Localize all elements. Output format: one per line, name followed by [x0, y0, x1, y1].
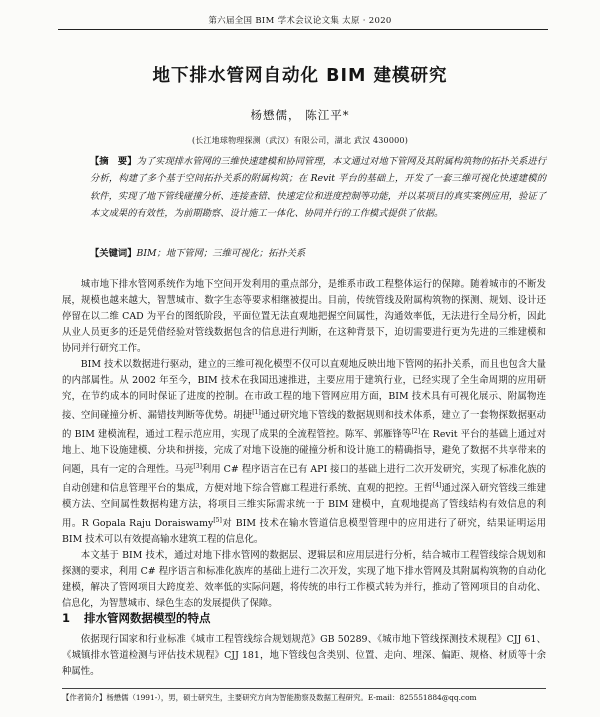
related-work-part-3: 在 Revit 平台的基础上通过对地上、地下设施建模、分块和拼接，完成了对地下设施的碰撞分析和设计施工的精确指导，避免了数据不共享带来的问题，具有一定的合理性。马亮	[62, 428, 546, 475]
section-heading-1	[62, 610, 211, 626]
paper-title: 地下排水管网自动化 BIM 建模研究	[152, 66, 448, 86]
keywords-text: BIM；地下管网；三维可视化；拓扑关系	[136, 248, 306, 259]
body-text	[62, 277, 546, 612]
section-title: 排水管网数据模型的特点	[84, 611, 211, 625]
affiliation: (长江地球物理探测（武汉）有限公司，湖北 武汉 430000)	[191, 136, 409, 145]
related-work-part-1: BIM 技术以数据进行驱动，建立的三维可视化模型不仅可以直观地反映出地下管网的拓扑关系，而且也包含大量的内部属性。从 2002 年至今，BIM 技术在我国迅速推进，主要应用于建筑行业，已经实现了全生命周期的应用研究，在节约成本的同时保证了进度的控制。在市政工程的地下管网应用方面，BIM 技术具有可视化展示、附属物连接、空间碰撞分析、漏错技判断等优势。胡捷	[62, 358, 546, 421]
citation-1: [1]	[252, 408, 261, 416]
section-1-text	[62, 632, 546, 680]
authors: 杨懋儒， 陈江平*	[250, 108, 350, 122]
paragraph-related-work	[62, 357, 546, 548]
abstract-label: 【摘 要】	[90, 156, 137, 167]
related-work-part-4: 利用 C# 程序语言在已有 API 接口的基础上进行二次开发研究，实现了标准化族的自动创建和信息管理平台的集成，方便对地下综合管廊工程进行系统、直观的把控。王哲	[62, 463, 546, 494]
footnote-rule	[62, 688, 546, 689]
related-work-part-6: 对 BIM 技术在输水管道信息模型管理中的应用进行了研究，结果证明运用 BIM 技术可以有效提高输水建筑工程的信息化。	[62, 517, 546, 545]
header-rule	[58, 29, 548, 30]
keywords-label: 【关键词】	[90, 248, 137, 259]
related-work-part-2: 通过研究地下管线的数据规则和技术体系，建立了一套物探数据驱动的 BIM 建模流程，通过工程示范应用，实现了成果的全流程管控。陈军、郭雁锋等	[62, 409, 546, 440]
paragraph-contribution: 本文基于 BIM 技术，通过对地下排水管网的数据层、逻辑层和应用层进行分析，结合城市工程管线综合规划和探测的要求，利用 C# 程序语言和标准化族库的基础上进行二次开发，实现了地下排水管网及其附属构筑物的自动化建模，解决了管网项目大跨度差、效率低的实际问题，将传统的串行工作模式转为并行，推动了管网项目的自动化、信息化，为智慧城市、绿色生态的发展提供了保障。	[62, 549, 546, 609]
citation-3: [3]	[193, 462, 202, 470]
citation-4: [4]	[432, 481, 442, 489]
abstract-text: 为了实现排水管网的三维快速建模和协同管理，本文通过对地下管网及其附属构筑物的拓扑关系进行分析，构建了多个基于空间拓扑关系的附属构筑；在 Revit 平台的基础上，开发了一套三维可视化快速建模的软件，实现了地下管线碰撞分析、连接查错、快速定位和进度控制等功能，并以某项目的真实案例应用，验证了本文成果的有效性，为前期勘察、设计施工一体化、协同并行的工作模式提供了依据。	[90, 156, 546, 220]
citation-2: [2]	[411, 427, 421, 435]
section-1-paragraph: 依据现行国家和行业标准《城市工程管线综合规划规范》GB 50289、《城市地下管线探测技术规程》CJJ 61、《城镇排水管道检测与评估技术规程》CJJ 181，地下管线包含类别、位置、走向、埋深、偏距、规格、材质等十余种属性。	[62, 634, 546, 677]
section-number: 1	[62, 611, 71, 625]
keywords	[90, 245, 546, 259]
author-footnote: 【作者简介】杨懋儒（1991-），男，硕士研究生，主要研究方向为智能勘察及数据工程研究。E-mail：825551884@qq.com	[62, 693, 477, 702]
citation-5: [5]	[213, 516, 222, 524]
abstract	[90, 153, 546, 223]
paragraph-intro: 城市地下排水管网系统作为地下空间开发利用的重点部分，是维系市政工程整体运行的保障。随着城市的不断发展，规模也越来越大，智慧城市、数字生态等要求相继被提出。目前，传统管线及附属构筑物的探测、规划、设计还停留在以二维 CAD 为平台的图纸阶段，平面位置无法直观地把握空间属性，沟通效率低，无法进行全局分析，因此从业人员更多的还是凭借经验对管线数据包含的信息进行判断，在这种背景下，迫切需要进行更为先进的三维建模和协同并行研究工作。	[62, 279, 546, 354]
running-header: 第六届全国 BIM 学术会议论文集 太原 · 2020	[208, 16, 392, 26]
related-work-part-5: 通过深入研究管线三维建模方法、空间属性数据构建方法，将项目三维实际需求统一于 BIM 建模中，直观地提高了管线结构有效信息的利用。R Gopala Raju Doraiswamy	[62, 482, 546, 529]
